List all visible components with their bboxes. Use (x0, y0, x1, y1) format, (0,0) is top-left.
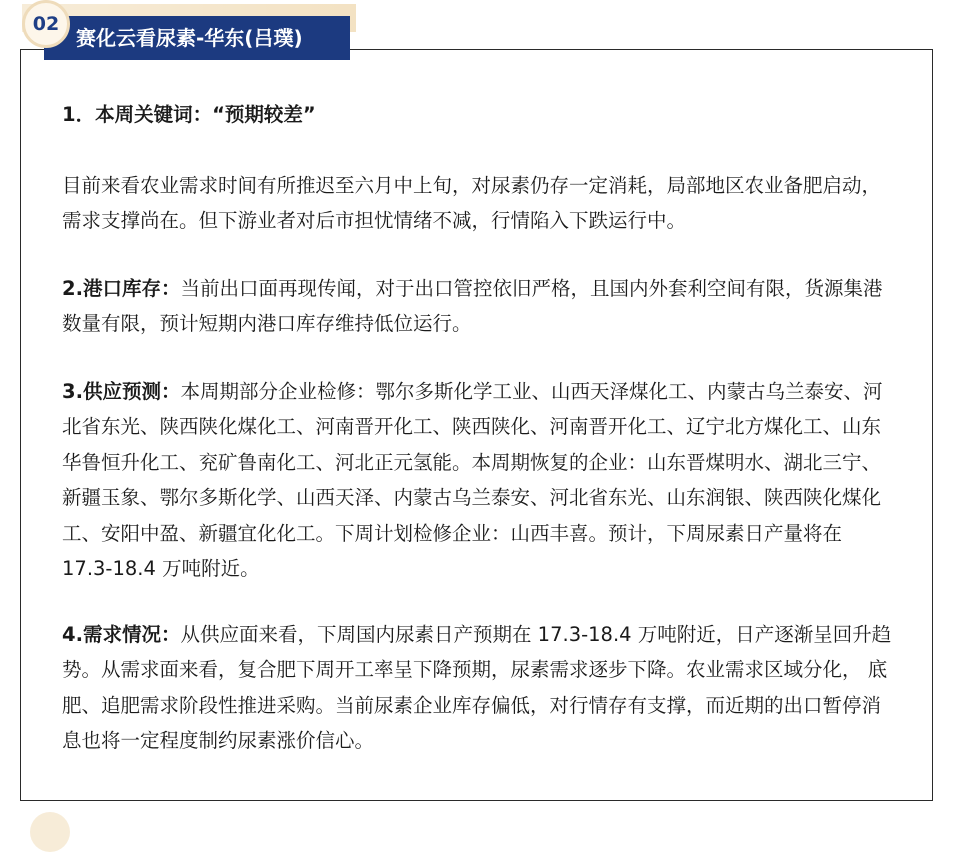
next-section-decoration (30, 812, 70, 852)
keyword-heading-text: 1．本周关键词：“预期较差” (62, 103, 316, 126)
port-body: 当前出口面再现传闻，对于出口管控依旧严格，且国内外套利空间有限，货源集港数量有限，预计短期内港口库存维持低位运行。 (62, 277, 883, 336)
supply-body: 本周期部分企业检修：鄂尔多斯化学工业、山西天泽煤化工、内蒙古乌兰泰安、河北省东光、陕西陕化煤化工、河南晋开化工、陕西陕化、河南晋开化工、辽宁北方煤化工、山东华鲁恒升化工、兖矿鲁南化工、河北正元氢能。本周期恢复的企业：山东晋煤明水、湖北三宁、新疆玉象、鄂尔多斯化学、山西天泽、内蒙古乌兰泰安、河北省东光、山东润银、陕西陕化煤化工、安阳中盈、新疆宜化化工。下周计划检修企业：山西丰喜。预计，下周尿素日产量将在 17.3-18.4 万吨附近。 (62, 380, 883, 581)
supply-paragraph (62, 374, 892, 586)
demand-paragraph (62, 617, 892, 759)
section-title: 赛化云看尿素-华东(吕璞) (44, 16, 350, 60)
port-paragraph (62, 271, 892, 342)
keyword-heading (62, 97, 892, 132)
port-label: 2.港口库存： (62, 277, 181, 300)
section-number-badge: 02 (22, 0, 70, 48)
supply-label: 3.供应预测： (62, 380, 181, 403)
keyword-body: 目前来看农业需求时间有所推迟至六月中上旬，对尿素仍存一定消耗，局部地区农业备肥启动，需求支撑尚在。但下游业者对后市担忧情绪不减，行情陷入下跌运行中。 (62, 174, 882, 233)
demand-label: 4.需求情况： (62, 623, 181, 646)
demand-body: 从供应面来看，下周国内尿素日产预期在 17.3-18.4 万吨附近，日产逐渐呈回升趋势。从需求面来看，复合肥下周开工率呈下降预期，尿素需求逐步下降。农业需求区域分化， 底肥、追肥需求阶段性推进采购。当前尿素企业库存偏低，对行情存有支撑，而近期的出口暂停消息也将一定程度制约尿素涨价信心。 (62, 623, 892, 753)
keyword-paragraph (62, 168, 892, 239)
